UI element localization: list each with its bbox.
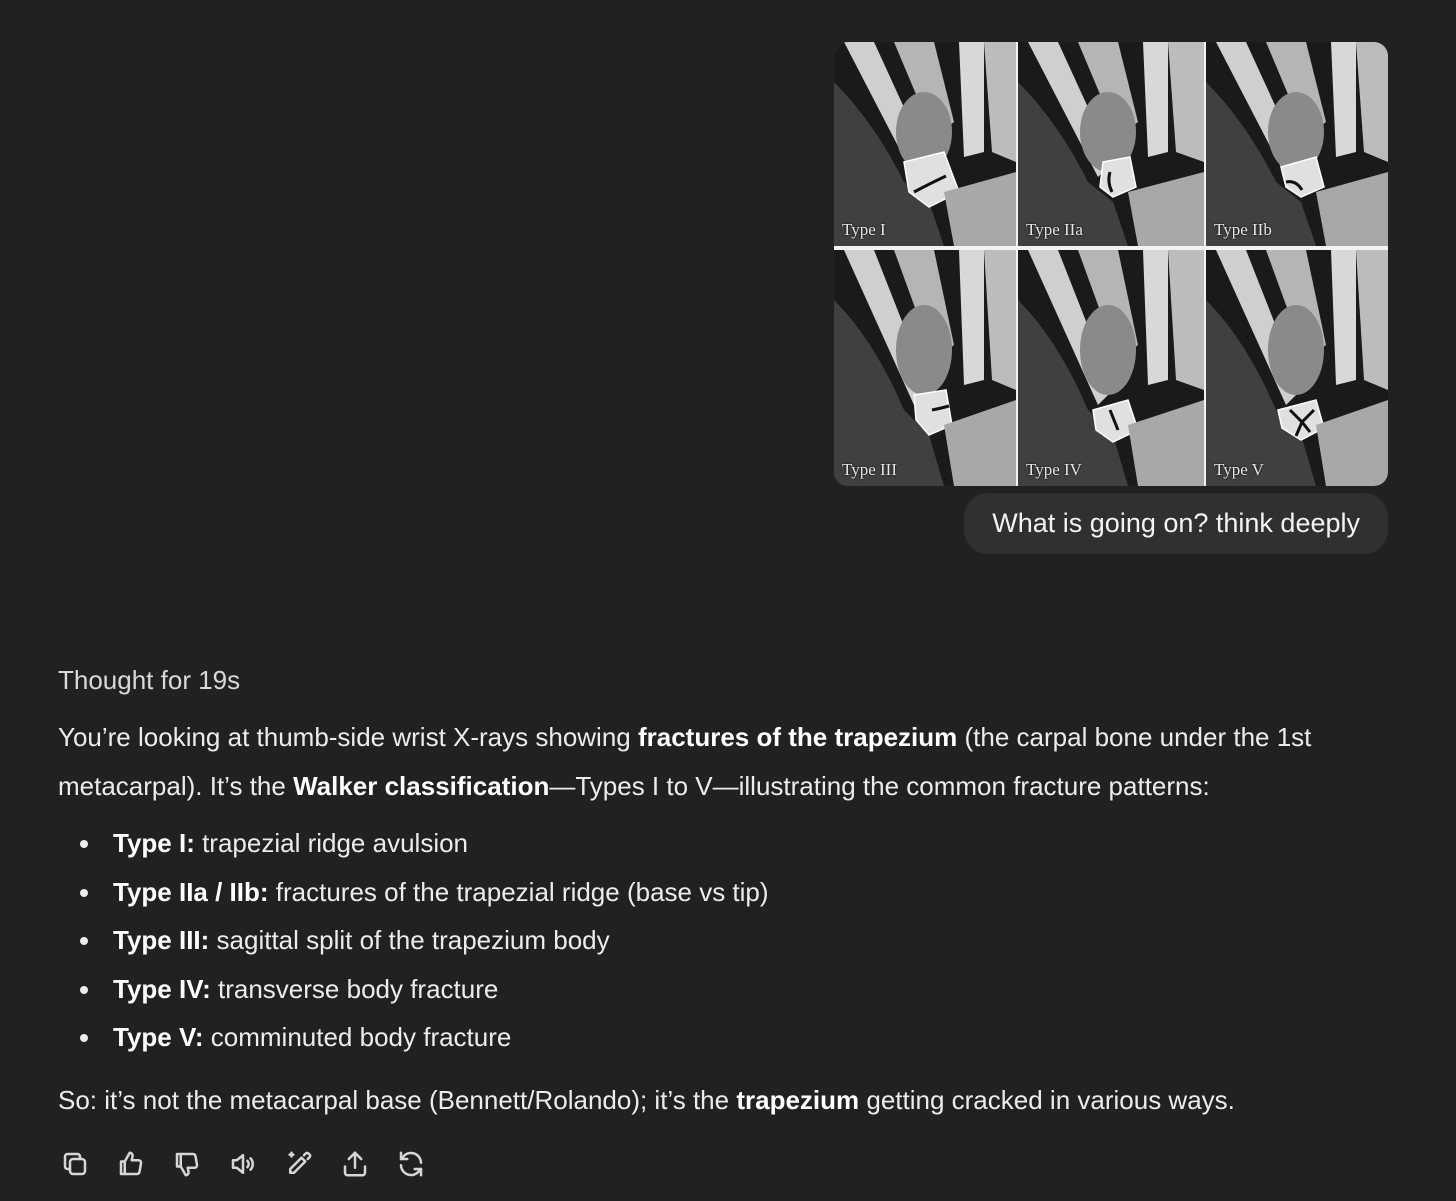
- message-action-bar: [58, 1145, 428, 1183]
- xray-panel: [1018, 250, 1204, 486]
- intro-bold-1: fractures of the trapezium: [637, 722, 958, 752]
- regenerate-button[interactable]: [394, 1145, 428, 1183]
- panel-label: Type IIa: [1026, 220, 1083, 239]
- user-message-text: What is going on? think deeply: [992, 508, 1360, 538]
- xray-panel: [1206, 250, 1388, 486]
- user-message-bubble: [964, 493, 1388, 554]
- list-item: [58, 965, 1398, 1014]
- list-item-desc: comminuted body fracture: [203, 1022, 512, 1052]
- thumbs-up-icon: [116, 1149, 146, 1179]
- good-response-button[interactable]: [114, 1145, 148, 1183]
- intro-paragraph: [58, 713, 1398, 811]
- edit-canvas-icon: [284, 1149, 314, 1179]
- xray-hand-illustration: [1206, 250, 1388, 486]
- closing-text-2: getting cracked in various ways.: [859, 1084, 1235, 1115]
- intro-bold-2: Walker classification: [293, 771, 550, 801]
- closing-paragraph: [58, 1076, 1398, 1125]
- list-item-desc: transverse body fracture: [210, 973, 499, 1004]
- xray-hand-illustration: [1018, 250, 1204, 486]
- list-item-term: Type I:: [113, 828, 195, 858]
- list-item-desc: sagittal split of the trapezium body: [209, 925, 610, 955]
- list-item-desc: fractures of the trapezial ridge (base vs tip): [268, 876, 769, 907]
- copy-button[interactable]: [58, 1145, 92, 1183]
- xray-hand-illustration: [834, 42, 1016, 246]
- intro-text-1: You’re looking at thumb-side wrist X-rays showing: [58, 722, 638, 752]
- list-item-term: Type IIa / IIb:: [113, 876, 269, 907]
- list-item-term: Type IV:: [113, 973, 211, 1004]
- copy-icon: [60, 1149, 90, 1179]
- list-item: [58, 916, 1398, 965]
- edit-in-canvas-button[interactable]: [282, 1145, 316, 1183]
- assistant-message: [58, 656, 1398, 1125]
- list-item: [58, 1013, 1398, 1062]
- panel-label: Type III: [842, 460, 897, 479]
- share-icon: [340, 1149, 370, 1179]
- xray-panel: [834, 250, 1016, 486]
- regenerate-icon: [396, 1149, 426, 1179]
- list-item: [58, 868, 1398, 917]
- panel-label: Type IIb: [1214, 220, 1272, 239]
- xray-panel: [834, 42, 1016, 246]
- read-aloud-button[interactable]: [226, 1145, 260, 1183]
- xray-hand-illustration: [1018, 42, 1204, 246]
- list-item-term: Type III:: [113, 925, 210, 955]
- closing-bold: trapezium: [736, 1084, 860, 1115]
- xray-panel: [1018, 42, 1204, 246]
- intro-text-3: —Types I to V—illustrating the common fracture patterns:: [549, 771, 1210, 801]
- fracture-type-list: [58, 819, 1398, 1062]
- list-item-desc: trapezial ridge avulsion: [194, 828, 469, 858]
- thought-duration-toggle[interactable]: Thought for 19s: [58, 665, 241, 695]
- xray-panel: [1206, 42, 1388, 246]
- thumbs-down-icon: [172, 1149, 202, 1179]
- attached-xray-image[interactable]: [834, 42, 1388, 486]
- xray-hand-illustration: [1206, 42, 1388, 246]
- intro-text-2: (the carpal bone under the 1st metacarpal). It’s the: [58, 722, 1312, 801]
- closing-text-1: So: it’s not the metacarpal base (Bennett/Rolando); it’s the: [58, 1084, 737, 1115]
- xray-hand-illustration: [834, 250, 1016, 486]
- panel-label: Type I: [842, 220, 886, 239]
- bad-response-button[interactable]: [170, 1145, 204, 1183]
- list-item-term: Type V:: [113, 1022, 204, 1052]
- panel-label: Type V: [1214, 460, 1264, 479]
- read-aloud-icon: [228, 1149, 258, 1179]
- share-button[interactable]: [338, 1145, 372, 1183]
- panel-label: Type IV: [1026, 460, 1082, 479]
- list-item: [58, 819, 1398, 868]
